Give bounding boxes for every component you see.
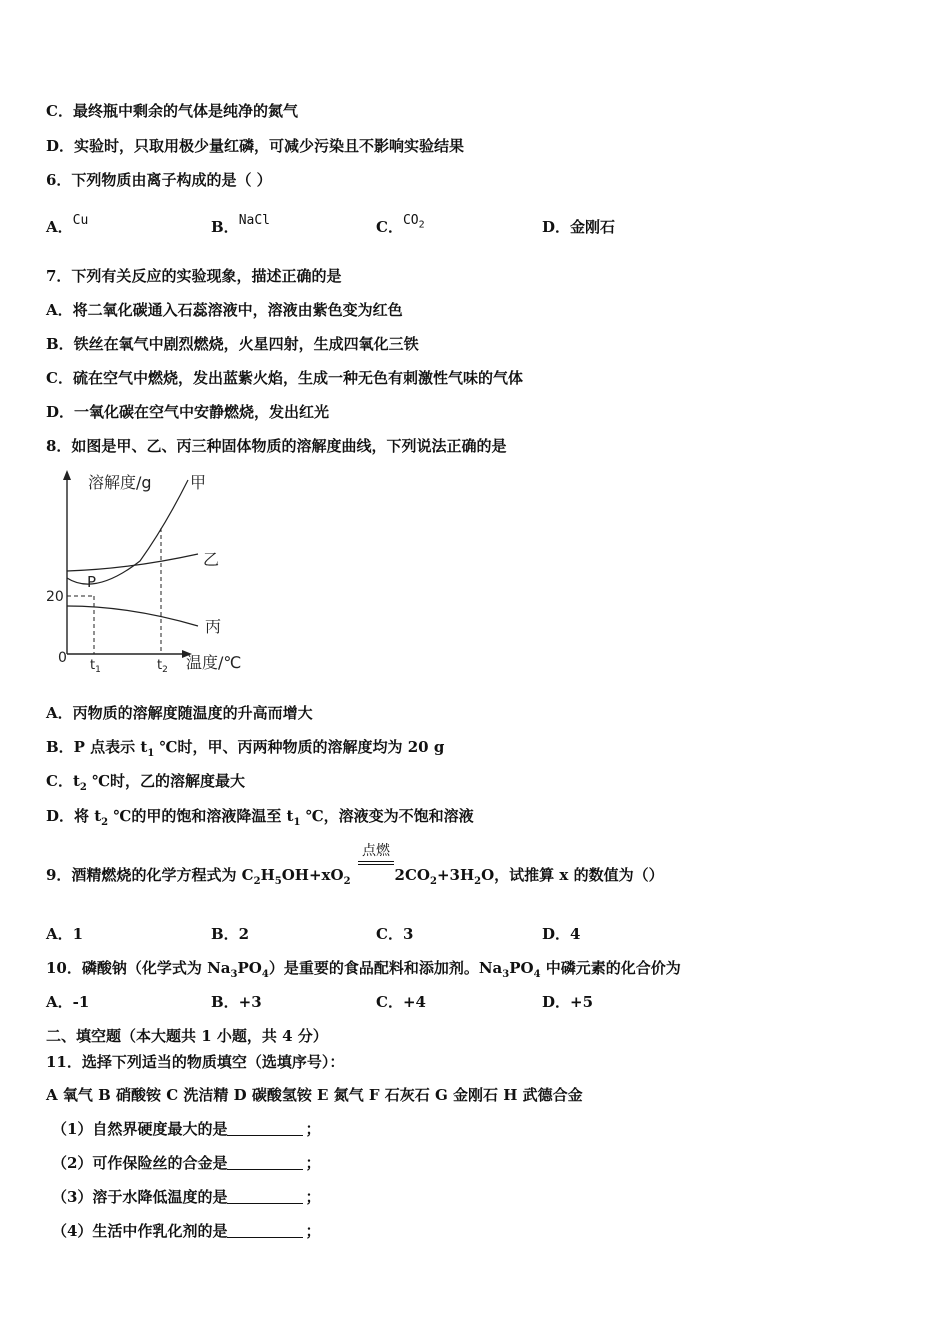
- y-axis-label: 溶解度/g: [88, 473, 152, 492]
- q9-option-a: A．1: [46, 925, 84, 943]
- q7-option-a: A．将二氧化碳通入石蕊溶液中，溶液由紫色变为红色: [46, 301, 403, 319]
- curve-bing: [67, 606, 198, 626]
- q7-option-c: C．硫在空气中燃烧，发出蓝紫火焰，生成一种无色有刺激性气味的气体: [46, 369, 523, 387]
- y-axis-arrow: [63, 470, 71, 480]
- q11-item-3: （3）溶于水降低温度的是 ；: [52, 1188, 321, 1206]
- q5-option-d: D．实验时，只取用极少量红磷，可减少污染且不影响实验结果: [46, 137, 465, 155]
- q8-option-a: A．丙物质的溶解度随温度的升高而增大: [46, 704, 313, 722]
- curve-jia: [67, 480, 188, 584]
- series-label-yi: 乙: [203, 550, 220, 569]
- q10-option-d: D．+5: [542, 993, 594, 1011]
- q9-stem: 9．酒精燃烧的化学方程式为 $C_2H_5OH+xO_2$ $2CO_2+3H_2O$，试推算 x 的数值为（）: [46, 866, 664, 887]
- q8-stem: 8．如图是甲、乙、丙三种固体物质的溶解度曲线，下列说法正确的是: [46, 437, 507, 455]
- section-heading: 二、填空题（本大题共 1 小题，共 4 分）: [46, 1027, 328, 1045]
- q7-option-b: B．铁丝在氧气中剧烈燃烧，火星四射，生成四氧化三铁: [46, 335, 419, 353]
- series-label-bing: 丙: [205, 617, 222, 636]
- q11-item-1: （1）自然界硬度最大的是 ；: [52, 1120, 321, 1138]
- q9-option-d: D．4: [542, 925, 581, 943]
- q10-option-a: A．-1: [46, 993, 90, 1011]
- q8-option-d: D．将 $t_2$ ℃的甲的饱和溶液降温至 $t_1$ ℃，溶液变为不饱和溶液: [46, 807, 474, 828]
- q9-option-b: B．2: [211, 925, 250, 943]
- q10-option-b: B．+3: [211, 993, 262, 1011]
- reaction-condition: 点燃: [358, 842, 394, 860]
- q6-option-a: A．Cu: [46, 213, 89, 236]
- q9-option-c: C．3: [376, 925, 414, 943]
- curve-yi: [67, 554, 198, 571]
- q11-item-4: （4）生活中作乳化剂的是 ；: [52, 1222, 321, 1240]
- q10-option-c: C．+4: [376, 993, 426, 1011]
- answer-blank-2[interactable]: [227, 1155, 303, 1170]
- series-label-jia: 甲: [190, 473, 207, 492]
- x-tick-t2: $t_2$: [157, 658, 168, 675]
- q6-option-d: D．金刚石: [542, 218, 616, 236]
- q6-option-c: C．$CO_2$: [376, 213, 425, 236]
- answer-blank-1[interactable]: [227, 1121, 303, 1136]
- q11-item-2: （2）可作保险丝的合金是 ；: [52, 1154, 321, 1172]
- q7-stem: 7．下列有关反应的实验现象，描述正确的是: [46, 267, 342, 285]
- q7-option-d: D．一氧化碳在空气中安静燃烧，发出红光: [46, 403, 330, 421]
- x-axis-label: 温度/℃: [186, 653, 242, 672]
- q11-choices: A 氧气 B 硝酸铵 C 洗洁精 D 碳酸氢铵 E 氮气 F 石灰石 G 金刚石 H 武德合金: [46, 1086, 583, 1104]
- q8-option-b: B．P 点表示 $t_1$ ℃时，甲、丙两种物质的溶解度均为 20 g: [46, 738, 445, 759]
- solubility-chart: [40, 466, 270, 678]
- answer-blank-3[interactable]: [227, 1189, 303, 1204]
- q6-stem: 6．下列物质由离子构成的是（ ）: [46, 171, 272, 189]
- origin-label: 0: [58, 650, 67, 666]
- q8-option-c: C．$t_2$ ℃时，乙的溶解度最大: [46, 772, 246, 793]
- x-tick-t1: $t_1$: [90, 658, 101, 675]
- q5-option-c: C．最终瓶中剩余的气体是纯净的氮气: [46, 102, 298, 120]
- y-tick-20: 20: [46, 589, 64, 605]
- answer-blank-4[interactable]: [227, 1223, 303, 1238]
- q10-stem: 10．磷酸钠（化学式为 $Na_3PO_4$）是重要的食品配料和添加剂。$Na_3PO_4$ 中磷元素的化合价为: [46, 959, 681, 980]
- q6-option-b: B．NaCl: [211, 213, 270, 236]
- point-label-p: P: [87, 573, 97, 591]
- q11-stem: 11．选择下列适当的物质填空（选填序号）：: [46, 1053, 345, 1071]
